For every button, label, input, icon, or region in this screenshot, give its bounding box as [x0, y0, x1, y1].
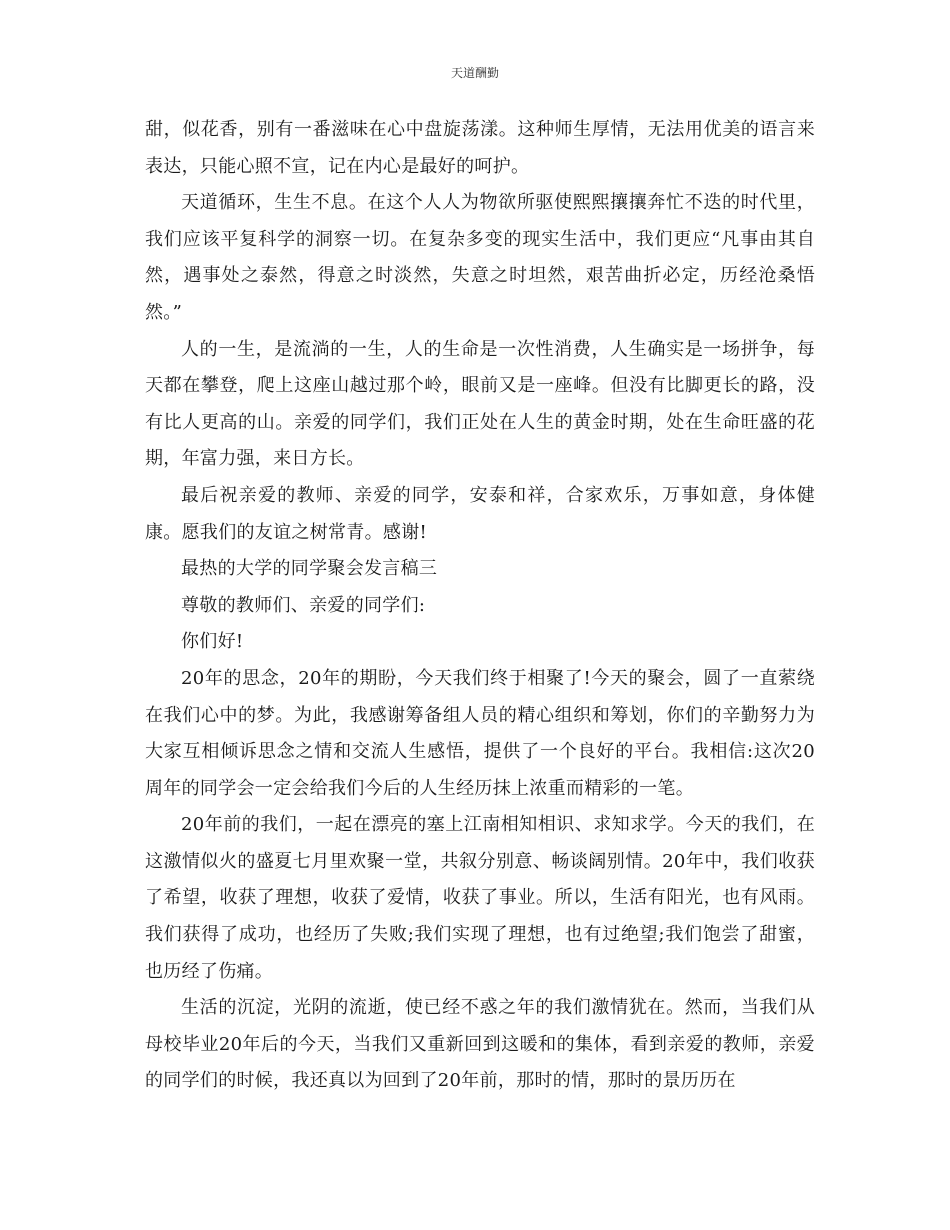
paragraph-3: 人的一生，是流淌的一生，人的生命是一次性消费，人生确实是一场拼争，每天都在攀登，爬上这座山越过那个岭，眼前又是一座峰。但没有比脚更长的路，没有比人更高的山。亲爱的同学们，我们正处在人生的黄金时期，处在生命旺盛的花期，年富力强，来日方长。 [145, 338, 815, 470]
paragraph-2: 天道循环，生生不息。在这个人人为物欲所驱使熙熙攘攘奔忙不迭的时代里，我们应该平复科学的洞察一切。在复杂多变的现实生活中，我们更应“凡事由其自然，遇事处之泰然，得意之时淡然，失意之时坦然，艰苦曲折必定，历经沧桑悟然。” [145, 192, 815, 323]
paragraph-9: 20年前的我们，一起在漂亮的塞上江南相知相识、求知求学。今天的我们，在这激情似火的盛夏七月里欢聚一堂，共叙分别意、畅谈阔别情。20年中，我们收获了希望，收获了理想，收获了爱情，收获了事业。所以，生活有阳光，也有风雨。我们获得了成功，也经历了失败;我们实现了理想，也有过绝望;我们饱尝了甜蜜，也历经了伤痛。 [145, 814, 815, 982]
paragraph-4: 最后祝亲爱的教师、亲爱的同学，安泰和祥，合家欢乐，万事如意，身体健康。愿我们的友谊之树常青。感谢! [145, 484, 815, 543]
section-title: 最热的大学的同学聚会发言稿三 [181, 558, 438, 580]
document-body [145, 112, 815, 1100]
greeting: 你们好! [181, 631, 244, 653]
paragraph-10: 生活的沉淀，光阴的流逝，使已经不惑之年的我们激情犹在。然而，当我们从母校毕业20年后的今天，当我们又重新回到这暖和的集体，看到亲爱的教师，亲爱的同学们的时候，我还真以为回到了20年前，那时的情，那时的景历历在 [145, 997, 815, 1092]
salutation: 尊敬的教师们、亲爱的同学们: [181, 594, 426, 616]
paragraph-1: 甜，似花香，别有一番滋味在心中盘旋荡漾。这种师生厚情，无法用优美的语言来表达，只能心照不宣，记在内心是最好的呵护。 [145, 119, 815, 177]
paragraph-8: 20年的思念，20年的期盼，今天我们终于相聚了!今天的聚会，圆了一直萦绕在我们心中的梦。为此，我感谢筹备组人员的精心组织和筹划，你们的辛勤努力为大家互相倾诉思念之情和交流人生感悟，提供了一个良好的平台。我相信:这次20周年的同学会一定会给我们今后的人生经历抹上浓重而精彩的一笔。 [145, 667, 815, 799]
page-header: 天道酬勤 [450, 66, 499, 80]
